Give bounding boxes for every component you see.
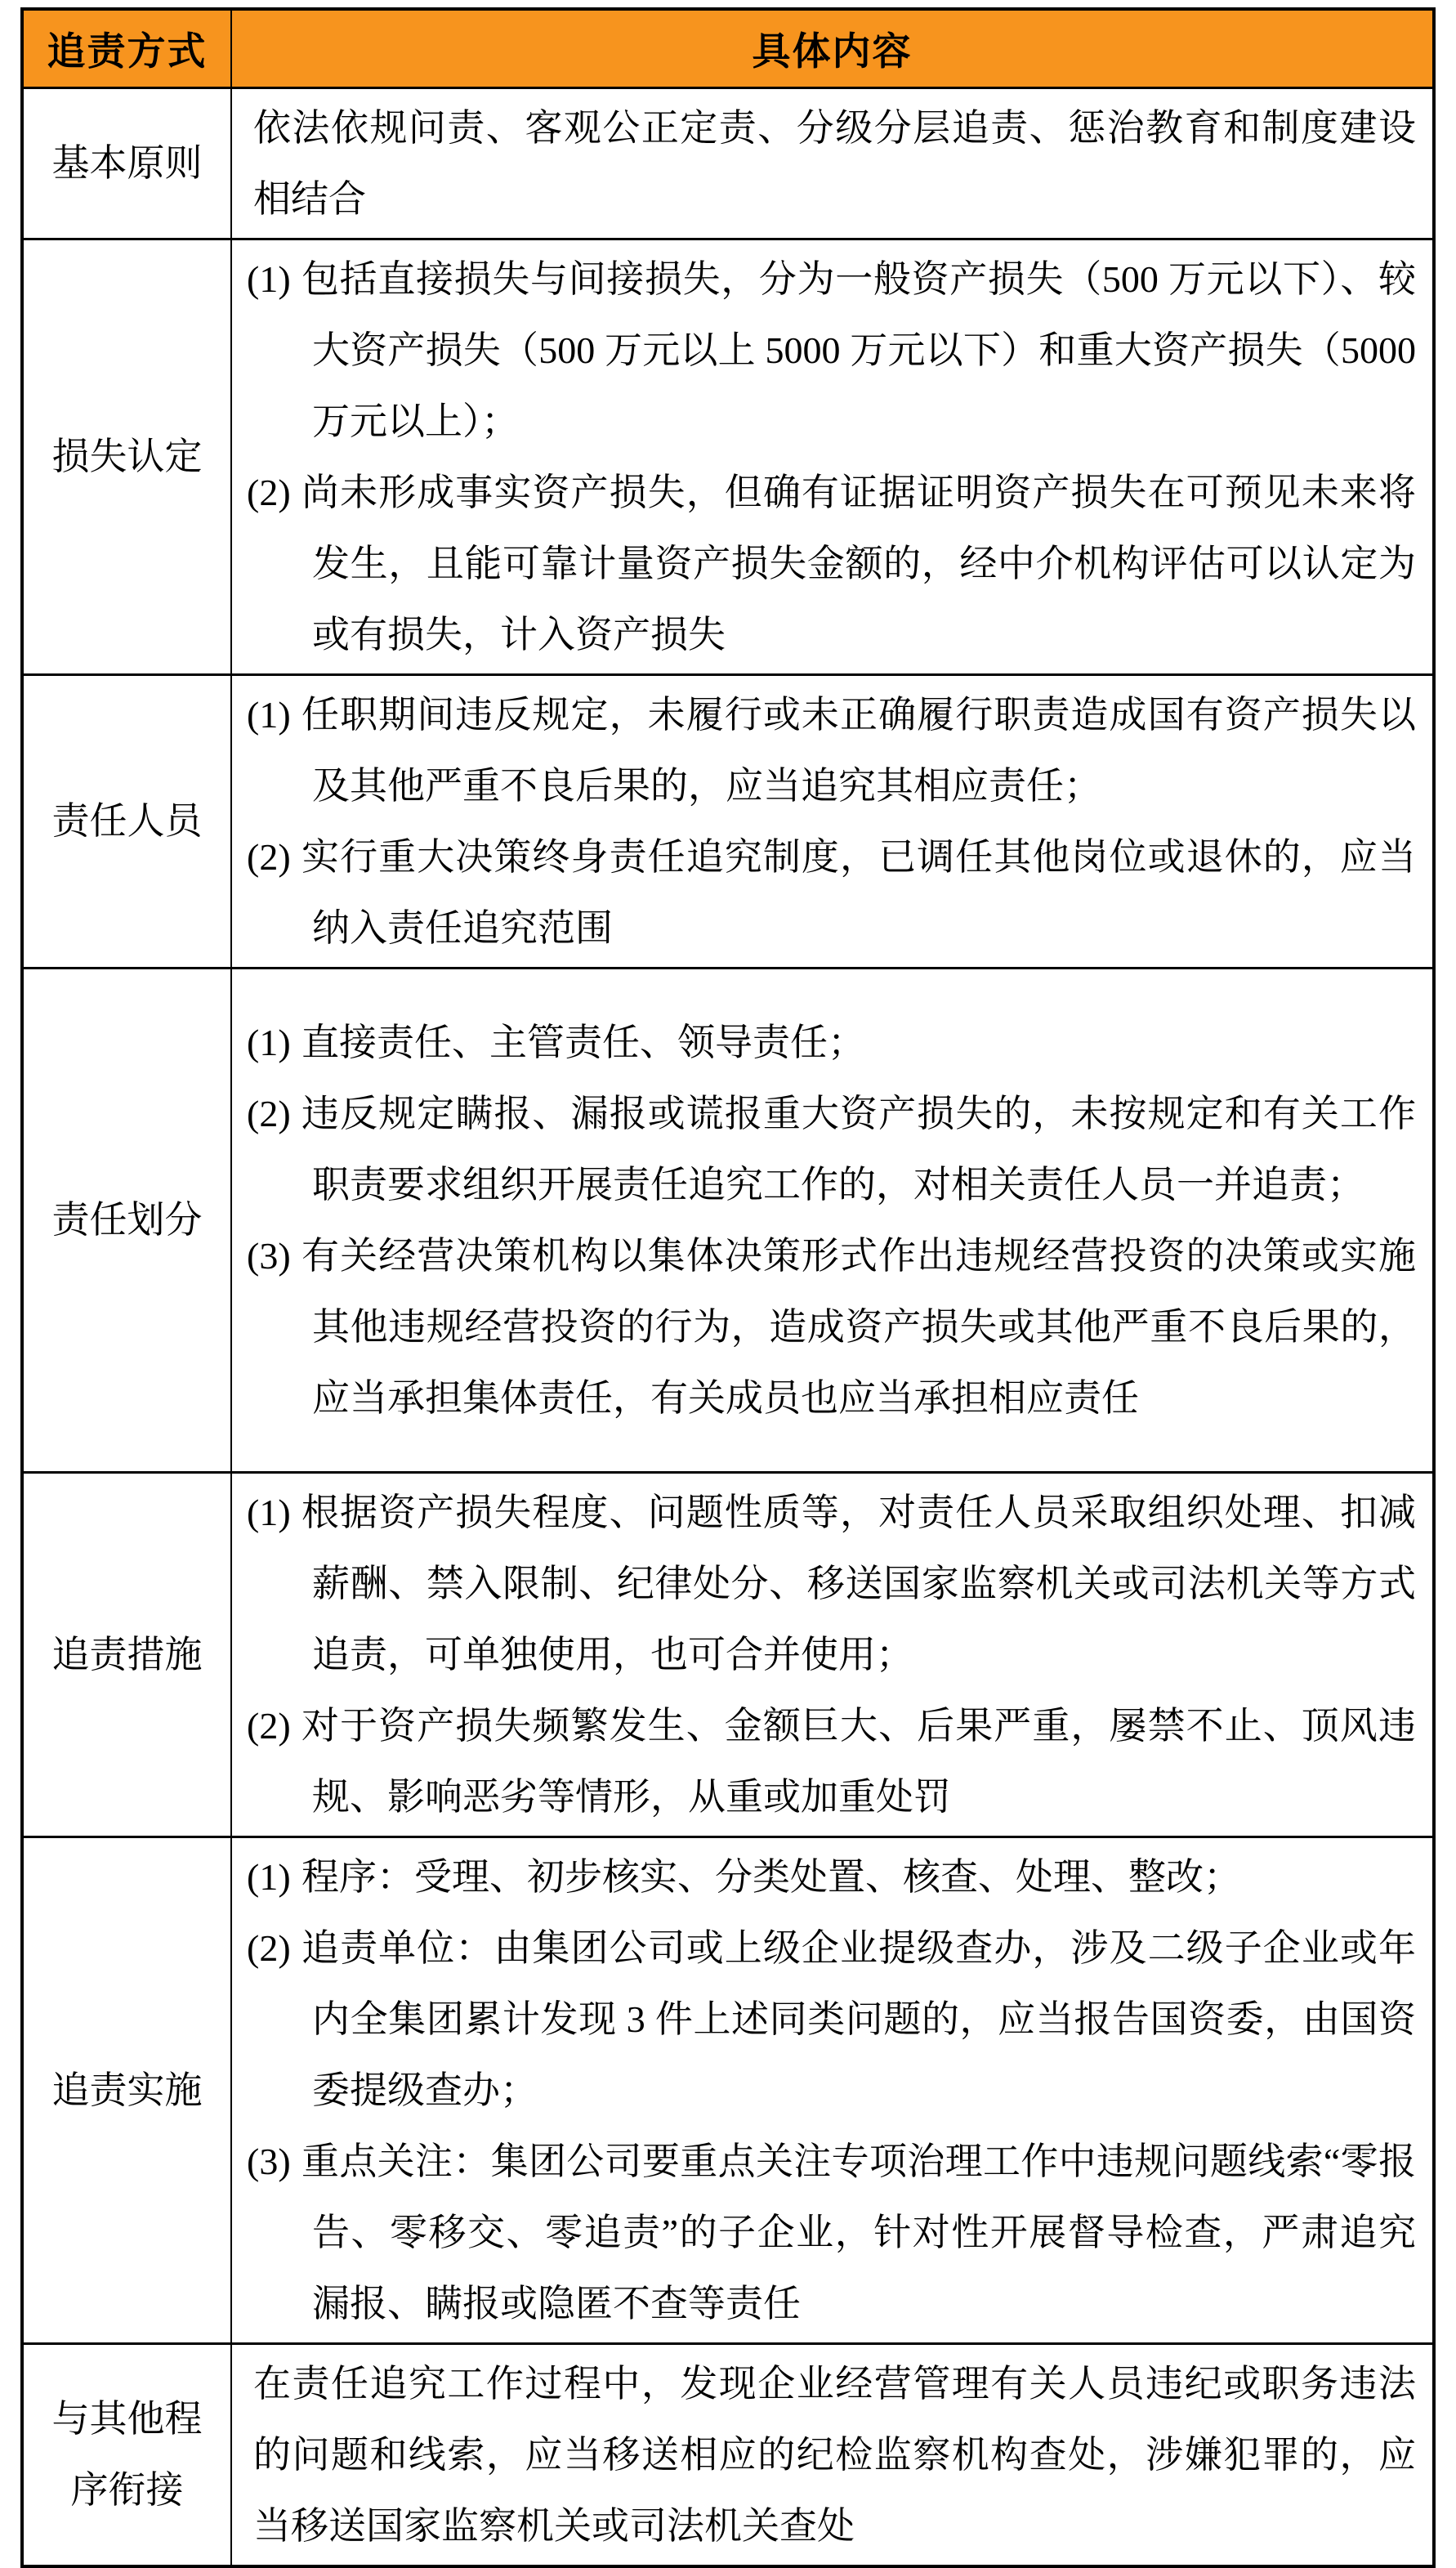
- numbered-item: [232, 1690, 1416, 1832]
- numbered-item: [232, 1220, 1416, 1434]
- item-text: 包括直接损失与间接损失，分为一般资产损失（500 万元以下）、较大资产损失（500 万元以上 5000 万元以下）和重大资产损失（5000 万元以上）；: [301, 257, 1416, 442]
- item-text: 重点关注：集团公司要重点关注专项治理工作中违规问题线索“零报告、零移交、零追责”的子企业，针对性开展督导检查，严肃追究漏报、瞒报或隐匿不查等责任: [301, 2140, 1416, 2324]
- numbered-item: [232, 1477, 1416, 1690]
- row-label: 追责措施: [22, 1472, 231, 1837]
- numbered-item: [232, 2126, 1416, 2339]
- item-marker: (1): [247, 257, 291, 300]
- numbered-item: [232, 679, 1416, 821]
- content-paragraph: 依法依规问责、客观公正定责、分级分层追责、惩治教育和制度建设相结合: [253, 106, 1416, 220]
- numbered-item: [232, 1841, 1416, 1913]
- item-text: 直接责任、主管责任、领导责任；: [301, 1021, 865, 1063]
- table-row-basic-principles: [22, 87, 1434, 239]
- row-content: [231, 1472, 1434, 1837]
- content-paragraph: 在责任追究工作过程中，发现企业经营管理有关人员违纪或职务违法的问题和线索，应当移送相应的纪检监察机构查处，涉嫌犯罪的，应当移送国家监察机关或司法机关查处: [253, 2362, 1416, 2547]
- numbered-item: [232, 457, 1416, 670]
- row-label: 责任人员: [22, 674, 231, 968]
- header-cell-content: 具体内容: [231, 9, 1434, 87]
- item-marker: (1): [247, 1855, 291, 1898]
- numbered-item: [232, 821, 1416, 964]
- row-label: 追责实施: [22, 1837, 231, 2343]
- numbered-item: [232, 1913, 1416, 2126]
- row-content: [231, 239, 1434, 674]
- item-text: 违反规定瞒报、漏报或谎报重大资产损失的，未按规定和有关工作职责要求组织开展责任追究工作的，对相关责任人员一并追责；: [301, 1092, 1416, 1206]
- table-row-other-procedures: [22, 2343, 1434, 2566]
- table-row-responsibility-division: [22, 968, 1434, 1472]
- item-marker: (2): [247, 1704, 291, 1747]
- item-marker: (2): [247, 1092, 291, 1134]
- item-text: 尚未形成事实资产损失，但确有证据证明资产损失在可预见未来将发生，且能可靠计量资产损失金额的，经中介机构评估可以认定为或有损失，计入资产损失: [301, 471, 1416, 655]
- item-text: 对于资产损失频繁发生、金额巨大、后果严重，屡禁不止、顶风违规、影响恶劣等情形，从重或加重处罚: [301, 1704, 1416, 1818]
- numbered-item: [232, 1078, 1416, 1220]
- row-content: [231, 1837, 1434, 2343]
- item-text: 实行重大决策终身责任追究制度，已调任其他岗位或退休的，应当纳入责任追究范围: [301, 835, 1416, 949]
- item-marker: (1): [247, 1491, 291, 1533]
- accountability-table: [20, 7, 1436, 2568]
- row-content: [231, 674, 1434, 968]
- item-text: 任职期间违反规定，未履行或未正确履行职责造成国有资产损失以及其他严重不良后果的，应当追究其相应责任；: [301, 693, 1416, 807]
- item-marker: (1): [247, 1021, 291, 1063]
- table-row-loss-determination: [22, 239, 1434, 674]
- item-marker: (2): [247, 1926, 291, 1969]
- item-text: 追责单位：由集团公司或上级企业提级查办，涉及二级子企业或年内全集团累计发现 3 件上述同类问题的，应当报告国资委，由国资委提级查办；: [301, 1926, 1416, 2111]
- table-header-row: [22, 9, 1434, 87]
- item-marker: (2): [247, 835, 291, 878]
- item-text: 程序：受理、初步核实、分类处置、核查、处理、整改；: [301, 1855, 1241, 1898]
- item-marker: (2): [247, 471, 291, 513]
- item-text: 根据资产损失程度、问题性质等，对责任人员采取组织处理、扣减薪酬、禁入限制、纪律处分、移送国家监察机关或司法机关等方式追责，可单独使用，也可合并使用；: [301, 1491, 1416, 1675]
- table-row-responsible-persons: [22, 674, 1434, 968]
- item-marker: (3): [247, 2140, 291, 2182]
- row-label: 损失认定: [22, 239, 231, 674]
- item-marker: (1): [247, 693, 291, 736]
- header-cell-method: 追责方式: [22, 9, 231, 87]
- row-content: [231, 2343, 1434, 2566]
- row-label: 与其他程序衔接: [22, 2343, 231, 2566]
- table-row-accountability-measures: [22, 1472, 1434, 1837]
- item-text: 有关经营决策机构以集体决策形式作出违规经营投资的决策或实施其他违规经营投资的行为，造成资产损失或其他严重不良后果的，应当承担集体责任，有关成员也应当承担相应责任: [301, 1234, 1416, 1419]
- row-content: [231, 968, 1434, 1472]
- numbered-item: [232, 1007, 1416, 1078]
- row-label: 基本原则: [22, 87, 231, 239]
- table-row-accountability-implementation: [22, 1837, 1434, 2343]
- row-content: [231, 87, 1434, 239]
- item-marker: (3): [247, 1234, 291, 1277]
- numbered-item: [232, 244, 1416, 457]
- row-label: 责任划分: [22, 968, 231, 1472]
